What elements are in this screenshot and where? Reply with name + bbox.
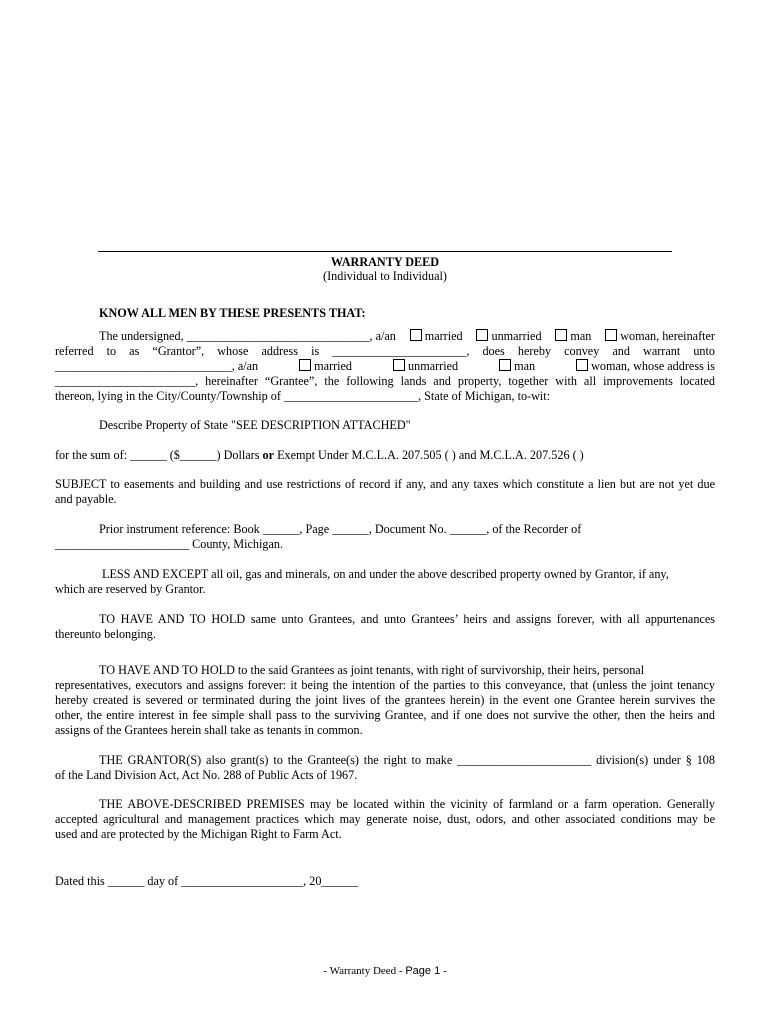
grantee-man-checkbox[interactable] [499,359,511,371]
footer-page-number: Page 1 [405,965,441,977]
unmarried-option [473,329,541,344]
grantee-woman-option [573,359,715,374]
to-have-2-line-4: other, the entire interest in fee simple shall pass to the surviving Grantee, and if one does not survive the other, then the heirs and [55,708,715,722]
less-except-line-1: LESS AND EXCEPT all oil, gas and minerals, on and under the above described property owned by Grantor, if any, [102,567,669,581]
grantee-man-label: man [514,359,536,373]
grantee-man-option [496,359,535,374]
to-have-2-line-2: representatives, executors and assigns forever: it being the intention of the parties to this conveyance, that (unless the joint tenancy [55,678,715,692]
grantor-line-2: referred to as “Grantor”, whose address is ______________________, does hereby convey and warrant unto [55,344,715,358]
footer-dash: - [442,965,447,977]
premises-line-1: THE ABOVE-DESCRIBED PREMISES may be located within the vicinity of farmland or a farm operation. Generally [99,797,715,811]
dated-line: Dated this ______ day of ____________________, 20______ [55,874,358,888]
woman-option [602,329,715,344]
sum-exempt: Exempt Under M.C.L.A. 207.505 ( ) and M.C.L.A. 207.526 ( ) [277,448,584,462]
grantee-unmarried-option [390,359,458,374]
to-have-2-line-1: TO HAVE AND TO HOLD to the said Grantees as joint tenants, with right of survivorship, their heirs, personal [99,663,645,677]
document-title: WARRANTY DEED [330,255,440,269]
man-label: man [570,329,592,343]
to-have-1-line-2: thereunto belonging. [55,627,156,641]
married-checkbox[interactable] [410,329,422,341]
grantee-name-blank: _____________________________, a/an [55,359,259,373]
premises-line-2: accepted agricultural and management practices which may generate noise, dust, odors, and other associated conditions may be [55,812,715,826]
prior-line-2: ______________________ County, Michigan. [55,537,284,551]
man-checkbox[interactable] [555,329,567,341]
sum-or: or [262,448,275,462]
less-except-line-2: which are reserved by Grantor. [55,582,206,596]
page-footer [0,965,770,977]
grantee-married-label: married [314,359,353,373]
grantor-grants-line-2: of the Land Division Act, Act No. 288 of Public Acts of 1967. [55,768,358,782]
grantor-line-3 [55,359,715,374]
grantee-woman-checkbox[interactable] [576,359,588,371]
grantee-married-checkbox[interactable] [299,359,311,371]
grantor-line-5: thereon, lying in the City/County/Township of ______________________, State of Michigan, to-wit: [55,389,551,403]
to-have-2-line-5: assigns of the Grantees herein shall take as tenants in common. [55,723,363,737]
prior-line-1: Prior instrument reference: Book ______, Page ______, Document No. ______, of the Recorder of [99,522,582,536]
woman-checkbox[interactable] [605,329,617,341]
to-have-2-line-3: hereby created is severed or terminated during the joint lives of the grantees herein) in the event one Grantee herein survives the [55,693,715,707]
man-option [552,329,591,344]
top-rule [98,251,672,252]
grantee-married-option [296,359,352,374]
document-subtitle: (Individual to Individual) [323,269,447,283]
subject-line-1: SUBJECT to easements and building and use restrictions of record if any, and any taxes which constitute a lien but are not yet due [55,477,715,491]
woman-label: woman, hereinafter [620,329,715,343]
premises-line-3: used and are protected by the Michigan Right to Farm Act. [55,827,342,841]
grantee-woman-label: woman, whose address is [591,359,715,373]
to-have-1-line-1: TO HAVE AND TO HOLD same unto Grantees, and unto Grantees’ heirs and assigns forever, with all appurtenances [99,612,715,626]
grantor-line-4: _______________________, hereinafter “Grantee”, the following lands and property, together with all improvements located [55,374,715,388]
subject-line-2: and payable. [55,492,117,506]
sum-line [55,448,715,463]
undersigned-text: The undersigned, ______________________________, a/an [99,329,396,343]
married-label: married [424,329,463,343]
grantor-line-1 [99,329,715,344]
sum-text: for the sum of: ______ ($______) Dollars [55,448,260,462]
describe-property: Describe Property of State "SEE DESCRIPTION ATTACHED" [99,418,411,432]
unmarried-label: unmarried [491,329,542,343]
married-option [407,329,463,344]
grantee-unmarried-checkbox[interactable] [393,359,405,371]
grantor-grants-line-1: THE GRANTOR(S) also grant(s) to the Grantee(s) the right to make ______________________ division(s) under § 108 [99,753,715,767]
footer-doc-name: - Warranty Deed - [323,965,403,977]
unmarried-checkbox[interactable] [476,329,488,341]
know-all-heading: KNOW ALL MEN BY THESE PRESENTS THAT: [99,306,366,320]
grantee-unmarried-label: unmarried [408,359,459,373]
